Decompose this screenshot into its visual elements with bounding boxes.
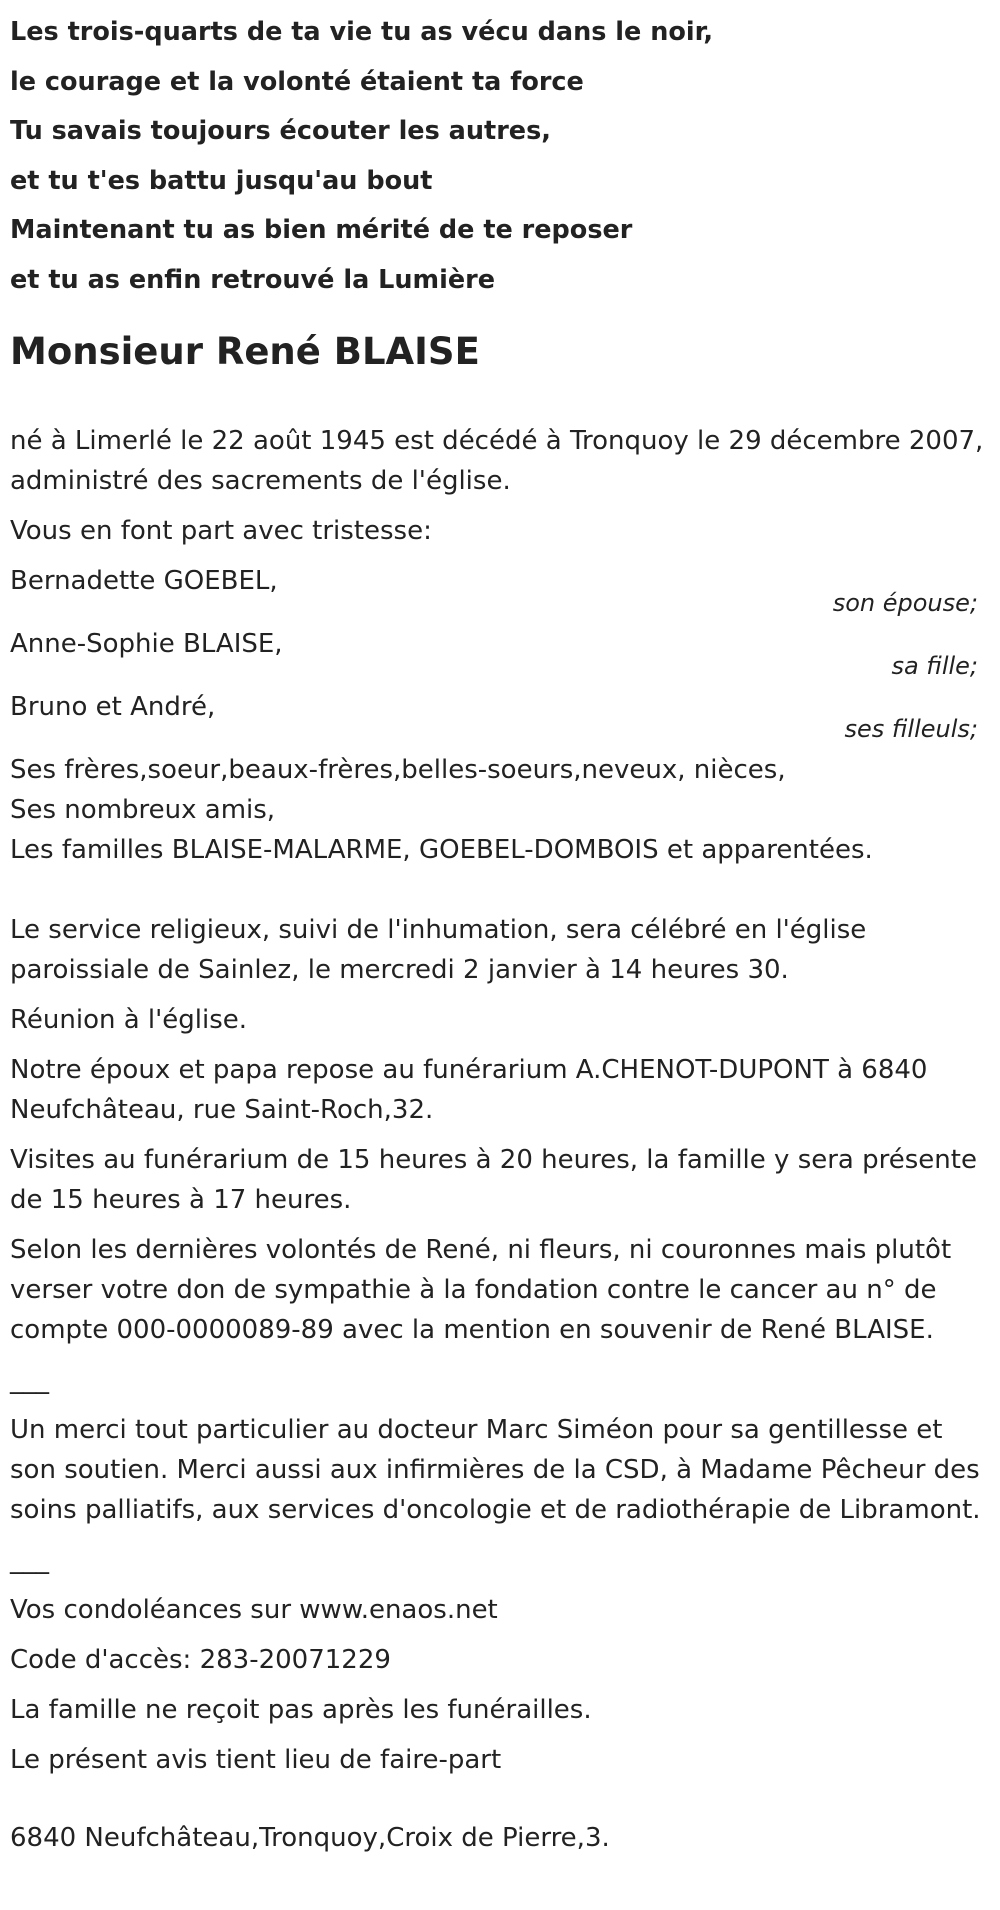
no-reception-line: La famille ne reçoit pas après les funérailles. — [10, 1695, 592, 1725]
family-member-name: Anne-Sophie BLAISE, — [10, 629, 283, 659]
condolences-line: Vos condoléances sur www.enaos.net — [10, 1595, 498, 1625]
relatives-line: Ses nombreux amis, — [10, 795, 276, 825]
family-member-row — [10, 624, 990, 687]
meeting-line: Réunion à l'église. — [10, 1005, 248, 1035]
family-member-role: son épouse; — [832, 589, 978, 617]
poem-line: le courage et la volonté étaient ta force — [10, 66, 584, 97]
family-member-name: Bruno et André, — [10, 692, 216, 722]
spacer — [10, 870, 990, 910]
thanks-paragraph: Un merci tout particulier au docteur Marc Siméon pour sa gentillesse et son soutien. Merci aussi aux infirmières de la CSD, à Madame Pêcheur des soins palliatifs, aux services d'oncologie et de radiothérapie de Libramont. — [10, 1415, 981, 1525]
relatives-list — [10, 750, 990, 870]
notice-line: Le présent avis tient lieu de faire-part — [10, 1745, 502, 1775]
poem-line: Tu savais toujours écouter les autres, — [10, 116, 551, 146]
repose-paragraph: Notre époux et papa repose au funérarium A.CHENOT-DUPONT à 6840 Neufchâteau, rue Saint-Roch,32. — [10, 1055, 928, 1125]
donation-paragraph: Selon les dernières volontés de René, ni fleurs, ni couronnes mais plutôt verser votre don de sympathie à la fondation contre le cancer au n° de compte 000-0000089-89 avec la mention en souvenir de René BLAISE. — [10, 1235, 952, 1345]
relatives-line: Ses frères,soeur,beaux-frères,belles-soeurs,neveux, nièces, — [10, 755, 786, 785]
poem-line: et tu as enfin retrouvé la Lumière — [10, 264, 496, 295]
family-member-row — [10, 687, 990, 750]
announcement-line: Vous en font part avec tristesse: — [10, 516, 432, 546]
poem-line: Maintenant tu as bien mérité de te reposer — [10, 215, 633, 245]
service-paragraph: Le service religieux, suivi de l'inhumation, sera célébré en l'église paroissiale de Sainlez, le mercredi 2 janvier à 14 heures 30. — [10, 915, 867, 985]
poem — [10, 0, 990, 305]
access-code-line: Code d'accès: 283-20071229 — [10, 1645, 391, 1675]
address-line: 6840 Neufchâteau,Tronquoy,Croix de Pierre,3. — [10, 1823, 610, 1853]
separator: ___ — [10, 1545, 49, 1575]
separator: ___ — [10, 1365, 49, 1395]
birth-death-paragraph: né à Limerlé le 22 août 1945 est décédé à Tronquoy le 29 décembre 2007, administré des sacrements de l'église. — [10, 426, 984, 496]
family-member-role: ses filleuls; — [844, 715, 978, 743]
poem-line: Les trois-quarts de ta vie tu as vécu dans le noir, — [10, 17, 714, 47]
family-member-row — [10, 561, 990, 624]
poem-line: et tu t'es battu jusqu'au bout — [10, 165, 433, 196]
family-member-role: sa fille; — [891, 652, 978, 680]
visits-paragraph: Visites au funérarium de 15 heures à 20 heures, la famille y sera présente de 15 heures à 17 heures. — [10, 1145, 977, 1215]
deceased-name-title: Monsieur René BLAISE — [10, 330, 480, 373]
family-member-name: Bernadette GOEBEL, — [10, 566, 278, 596]
relatives-line: Les familles BLAISE-MALARME, GOEBEL-DOMBOIS et apparentées. — [10, 835, 873, 865]
